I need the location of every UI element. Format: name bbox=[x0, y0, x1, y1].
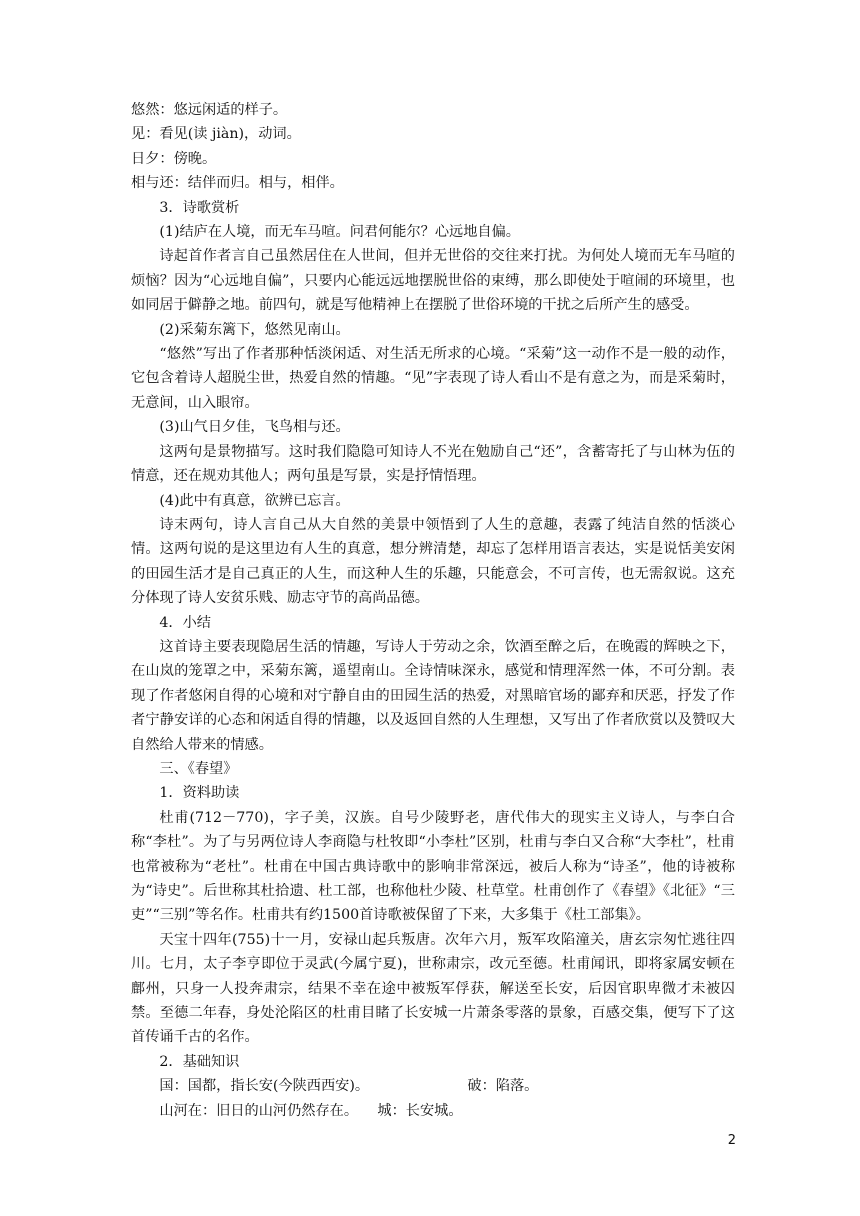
poem-line: (4)此中有真意，欲辨已忘言。 bbox=[159, 492, 350, 509]
glossary-row bbox=[131, 1099, 735, 1123]
gloss-rixi: 日夕：傍晚。 bbox=[131, 150, 217, 167]
document-body bbox=[131, 98, 735, 1123]
section-heading: 3．诗歌赏析 bbox=[159, 199, 240, 216]
poem-line: (3)山气日夕佳，飞鸟相与还。 bbox=[159, 419, 350, 436]
body-paragraph: 天宝十四年(755)十一月，安禄山起兵叛唐。次年六月，叛军攻陷潼关，唐玄宗匆忙逃往四川。七月，太子李亨即位于灵武(今属宁夏)，世称肃宗，改元至德。杜甫闻讯，即将家属安顿在鄜州，只身一人投奔肃宗，结果不幸在途中被叛军俘获，解送至长安，后因官职卑微才未被囚禁。至德二年春，身处沦陷区的杜甫目睹了长安城一片萧条零落的景象，百感交集，便写下了这首传诵千古的名作。 bbox=[131, 931, 735, 1046]
glossary-row bbox=[131, 1074, 735, 1098]
section-heading: 4．小结 bbox=[159, 614, 211, 631]
section-heading: 2．基础知识 bbox=[159, 1053, 240, 1070]
gloss-youran: 悠然：悠远闲适的样子。 bbox=[131, 102, 288, 118]
body-paragraph: 诗末两句，诗人言自己从大自然的美景中领悟到了人生的意趣，表露了纯洁自然的恬淡心情。这两句说的是这里边有人生的真意，想分辨清楚，却忘了怎样用语言表达，实是说恬美安闲的田园生活才是自己真正的人生，而这种人生的乐趣，只能意会，不可言传，也无需叙说。这充分体现了诗人安贫乐贱、励志守节的高尚品德。 bbox=[131, 516, 735, 607]
body-paragraph: 诗起首作者言自己虽然居住在人世间，但并无世俗的交往来打扰。为何处人境而无车马喧的烦恼？因为“心远地自偏”，只要内心能远远地摆脱世俗的束缚，那么即使处于喧闹的环境里，也如同居于僻静之地。前四句，就是写他精神上在摆脱了世俗环境的干扰之后所产生的感受。 bbox=[131, 248, 735, 314]
body-paragraph: 杜甫(712－770)，字子美，汉族。自号少陵野老，唐代伟大的现实主义诗人，与李白合称“李杜”。为了与另两位诗人李商隐与杜牧即“小李杜”区别，杜甫与李白又合称“大李杜”，杜甫也常被称为“老杜”。杜甫在中国古典诗歌中的影响非常深远，被后人称为“诗圣”，他的诗被称为“诗史”。后世称其杜拾遗、杜工部，也称他杜少陵、杜草堂。杜甫创作了《春望》《北征》“三吏”“三别”等名作。杜甫共有约1500首诗歌被保留了下来，大多集于《杜工部集》。 bbox=[131, 809, 735, 924]
gloss-xiangyuhuan: 相与还：结伴而归。相与，相伴。 bbox=[131, 175, 344, 192]
glossary-term: 城：长安城。 bbox=[377, 1102, 463, 1119]
section-heading: 1．资料助读 bbox=[159, 785, 240, 802]
body-paragraph: “悠然”写出了作者那种恬淡闲适、对生活无所求的心境。“采菊”这一动作不是一般的动作，它包含着诗人超脱尘世，热爱自然的情趣。“见”字表现了诗人看山不是有意之为，而是采菊时，无意间，山入眼帘。 bbox=[131, 346, 735, 411]
glossary-term: 国：国都，指长安(今陕西西安)。 bbox=[159, 1078, 370, 1095]
poem-line: (2)采菊东篱下，悠然见南山。 bbox=[159, 321, 350, 338]
body-paragraph: 这两句是景物描写。这时我们隐隐可知诗人不光在勉励自己“还”，含蓄寄托了与山林为伍的情意，还在规劝其他人；两句虽是写景，实是抒情悟理。 bbox=[131, 443, 735, 485]
chapter-heading: 三、《春望》 bbox=[159, 760, 238, 777]
body-paragraph: 这首诗主要表现隐居生活的情趣，写诗人于劳动之余，饮酒至醉之后，在晚霞的辉映之下，在山岚的笼罩之中，采菊东篱，遥望南山。全诗情味深永，感觉和情理浑然一体，不可分割。表现了作者悠闲自得的心境和对宁静自由的田园生活的热爱，对黑暗官场的鄙弃和厌恶，抒发了作者宁静安详的心态和闲适自得的情趣，以及返回自然的人生理想，又写出了作者欣赏以及赞叹大自然给人带来的情感。 bbox=[131, 638, 735, 753]
page-number: 2 bbox=[727, 1133, 736, 1148]
gloss-jian: 见：看见(读 jiàn)，动词。 bbox=[131, 126, 301, 143]
glossary-term: 山河在：旧日的山河仍然存在。 bbox=[159, 1102, 359, 1119]
poem-line: (1)结庐在人境，而无车马喧。问君何能尔？心远地自偏。 bbox=[159, 224, 520, 241]
glossary-term: 破：陷落。 bbox=[467, 1078, 539, 1095]
